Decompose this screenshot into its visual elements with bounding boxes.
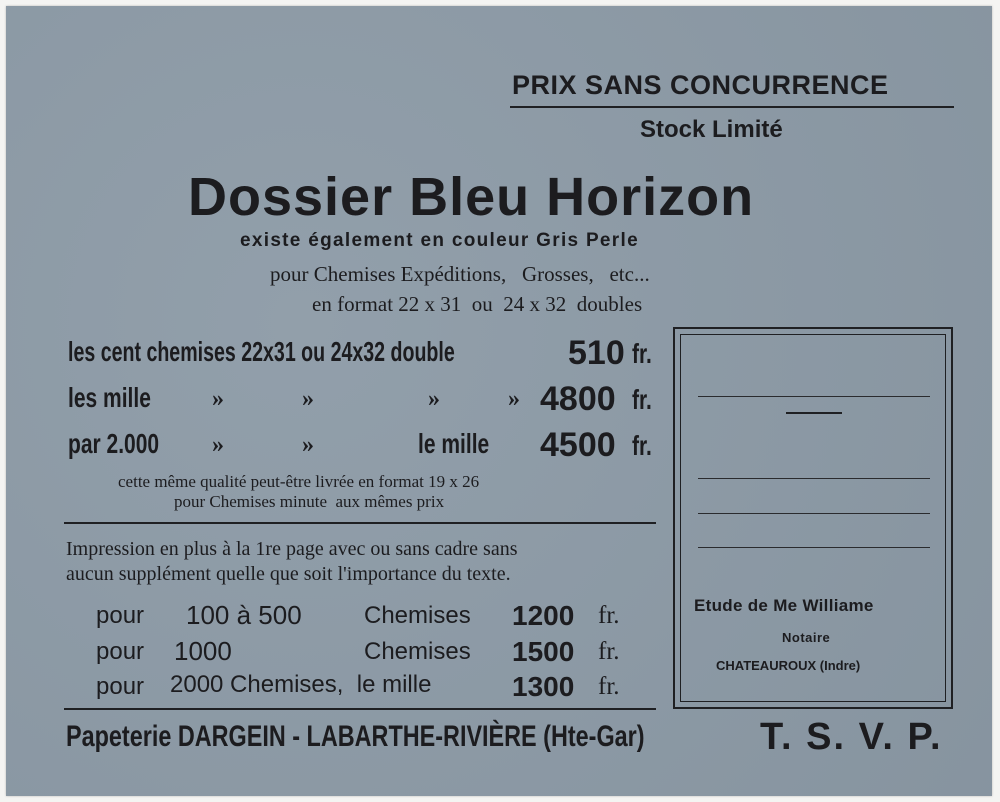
ditto-mark: » (302, 386, 314, 412)
price-row-2-value: 4800 (540, 380, 616, 418)
price-row-1-value: 510 (568, 334, 625, 372)
stamp-line-2: Notaire (782, 630, 831, 645)
address-line (698, 547, 930, 548)
print-row-1-item: Chemises (364, 602, 471, 629)
ditto-mark: » (302, 432, 314, 458)
print-row-2-item: Chemises (364, 638, 471, 665)
papeterie-line: Papeterie DARGEIN - LABARTHE-RIVIÈRE (Hte-Gar) (66, 720, 645, 753)
title-subtitle: existe également en couleur Gris Perle (240, 230, 639, 251)
price-row-2-label: les mille (68, 382, 151, 413)
stock-limite: Stock Limité (640, 116, 783, 143)
title-line-1: pour Chemises Expéditions, Grosses, etc... (270, 262, 650, 286)
impression-line-2: aucun supplément quelle que soit l'importance du texte. (66, 563, 511, 585)
footer-rule (64, 708, 656, 710)
price-row-3-unit: fr. (632, 430, 652, 461)
ditto-mark: » (508, 386, 520, 412)
print-row-1-pour: pour (96, 602, 145, 629)
prix-sans-concurrence: PRIX SANS CONCURRENCE (512, 70, 889, 100)
price-row-3-value: 4500 (540, 426, 616, 464)
address-dash (786, 412, 842, 414)
section-rule (64, 522, 656, 524)
header-rule (510, 106, 954, 108)
price-row-1-unit: fr. (632, 338, 652, 369)
print-row-2-qty: 1000 (174, 636, 232, 666)
print-row-3-price: 1300 (512, 671, 575, 702)
impression-line-1: Impression en plus à la 1re page avec ou sans cadre sans (66, 538, 518, 560)
tsvp: T. S. V. P. (760, 716, 943, 758)
stamp-line-1: Etude de Me Williame (694, 596, 874, 615)
price-row-2-unit: fr. (632, 384, 652, 415)
price-row-3-label: par 2.000 (68, 428, 160, 459)
print-row-2-price: 1500 (512, 636, 575, 667)
ditto-mark: » (428, 386, 440, 412)
print-row-1-price: 1200 (512, 600, 575, 631)
print-row-2-pour: pour (96, 638, 145, 665)
title-line-2: en format 22 x 31 ou 24 x 32 doubles (312, 292, 643, 316)
note-line-2: pour Chemises minute aux mêmes prix (174, 492, 445, 511)
print-row-3-pour: pour (96, 673, 145, 700)
print-row-1-unit: fr. (598, 602, 620, 629)
price-row-1-label: les cent chemises 22x31 ou 24x32 double (68, 336, 455, 367)
page-title: Dossier Bleu Horizon (188, 167, 755, 227)
print-row-1-qty: 100 à 500 (186, 600, 302, 630)
price-row-3-mid: le mille (418, 428, 490, 459)
address-line (698, 396, 930, 397)
ditto-mark: » (212, 432, 224, 458)
ditto-mark: » (212, 386, 224, 412)
stamp-line-3: CHATEAUROUX (Indre) (716, 658, 861, 673)
address-line (698, 478, 930, 479)
address-box-inner (680, 334, 946, 702)
address-line (698, 513, 930, 514)
print-row-3-unit: fr. (598, 673, 620, 700)
note-line-1: cette même qualité peut-être livrée en format 19 x 26 (118, 472, 480, 491)
print-row-2-unit: fr. (598, 638, 620, 665)
print-row-3-qty: 2000 Chemises, le mille (170, 671, 432, 698)
